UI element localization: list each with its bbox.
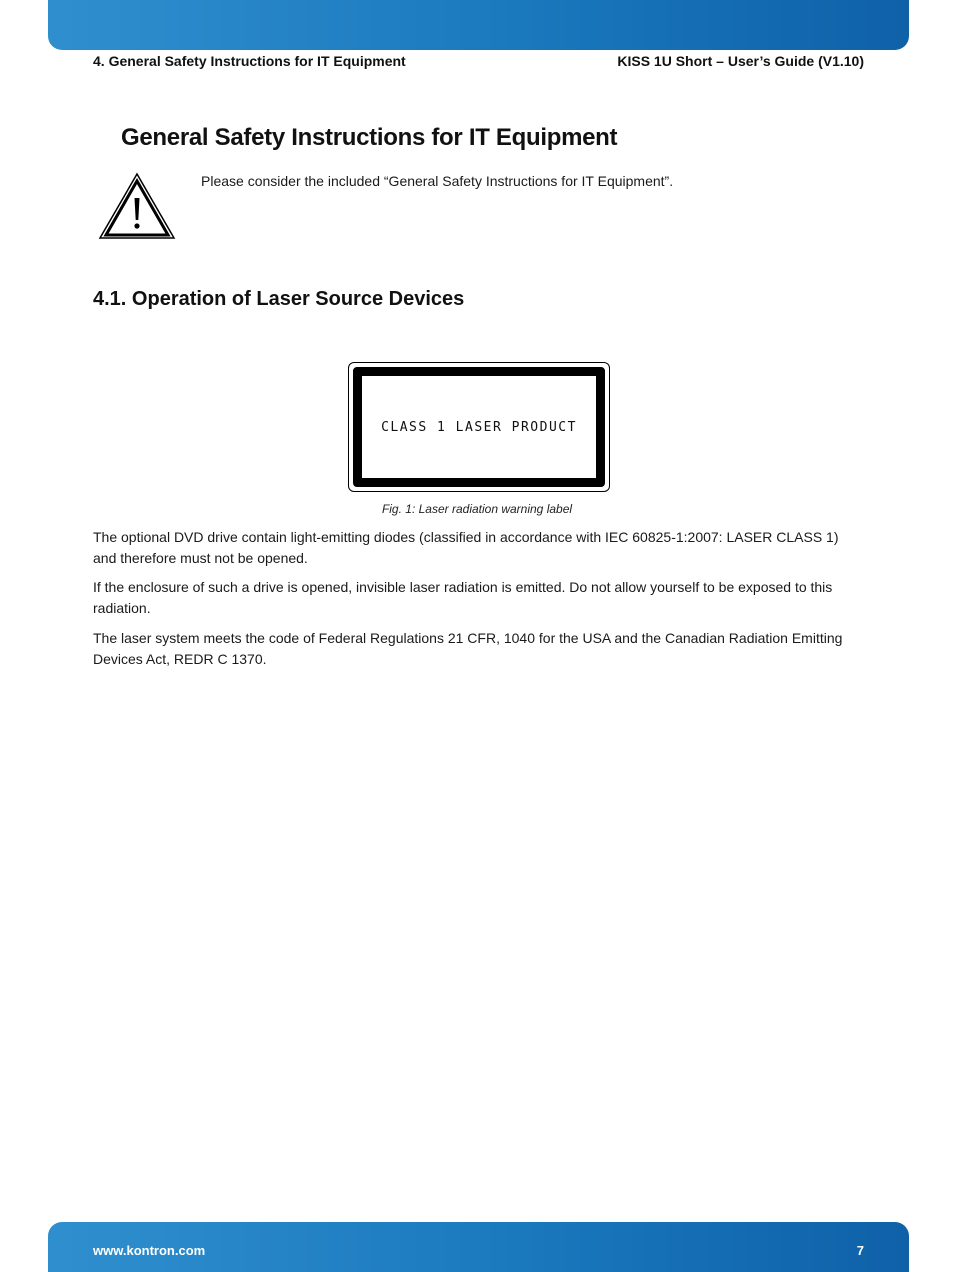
laser-warning-label	[348, 362, 610, 492]
header-section-title: 4. General Safety Instructions for IT Equipment	[93, 53, 406, 69]
page-number: 7	[856, 1243, 864, 1258]
warning-triangle-icon	[98, 172, 176, 240]
paragraph-regulations: The laser system meets the code of Federal Regulations 21 CFR, 1040 for the USA and the Canadian Radiation Emitting Devices Act, REDR C 1370.	[93, 630, 843, 667]
intro-text: Please consider the included “General Safety Instructions for IT Equipment”.	[201, 173, 674, 189]
paragraph-enclosure: If the enclosure of such a drive is opened, invisible laser radiation is emitted. Do not allow yourself to be exposed to this radiation.	[93, 579, 833, 616]
laser-label-frame	[353, 367, 605, 487]
page-title: General Safety Instructions for IT Equipment	[121, 124, 618, 151]
figure-caption: Fig. 1: Laser radiation warning label	[381, 502, 573, 516]
header-band	[48, 0, 909, 50]
paragraph-dvd-drive: The optional DVD drive contain light-emitting diodes (classified in accordance with IEC 60825-1:2007: LASER CLASS 1) and therefore must not be opened.	[93, 529, 839, 566]
header-document-title: KISS 1U Short – User’s Guide (V1.10)	[617, 53, 864, 69]
section-heading: 4.1. Operation of Laser Source Devices	[93, 288, 465, 310]
footer-url-link[interactable]: www.kontron.com	[93, 1243, 206, 1258]
laser-label-text: CLASS 1 LASER PRODUCT	[381, 419, 577, 435]
